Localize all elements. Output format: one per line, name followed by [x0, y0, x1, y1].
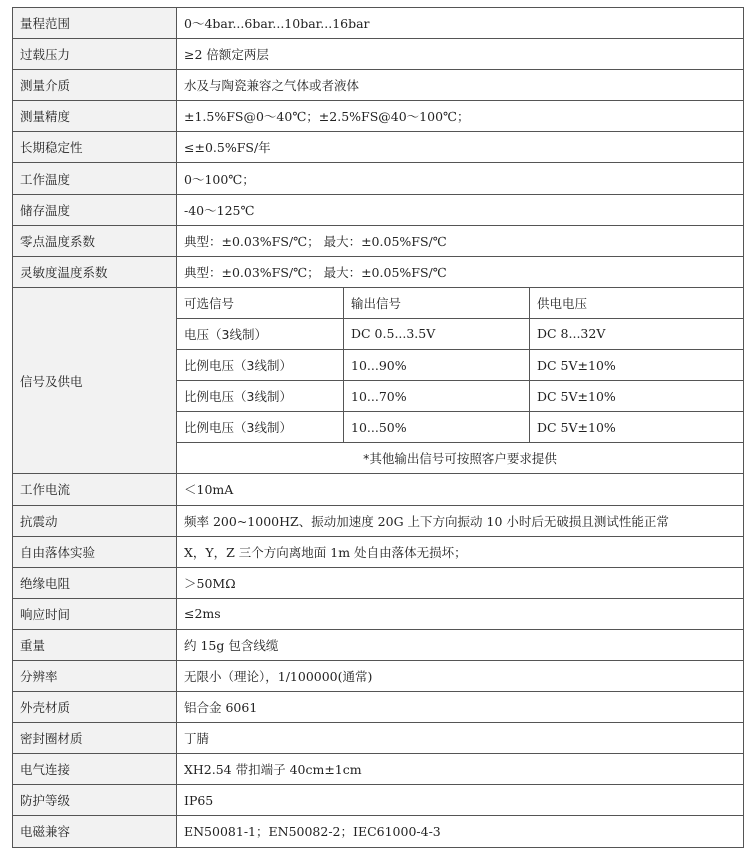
housing-label: 外壳材质	[13, 692, 177, 723]
current-value: ＜10mA	[177, 474, 744, 505]
seal-label: 密封圈材质	[13, 723, 177, 754]
sensitivity-temp-coeff-value: 典型：±0.03%FS/℃； 最大：±0.05%FS/℃	[177, 256, 744, 287]
drop-test-label: 自由落体实验	[13, 536, 177, 567]
vibration-label: 抗震动	[13, 505, 177, 536]
storage-temp-value: -40～125℃	[177, 194, 744, 225]
weight-label: 重量	[13, 629, 177, 660]
stability-label: 长期稳定性	[13, 132, 177, 163]
spec-row-emc	[13, 816, 744, 847]
protection-label: 防护等级	[13, 785, 177, 816]
response-time-label: 响应时间	[13, 598, 177, 629]
zero-temp-coeff-value: 典型：±0.03%FS/℃； 最大：±0.05%FS/℃	[177, 225, 744, 256]
spec-table	[12, 7, 744, 848]
electrical-connection-value: XH2.54 带扣端子 40cm±1cm	[177, 754, 744, 785]
spec-row-accuracy	[13, 101, 744, 132]
spec-row-operating-temp	[13, 163, 744, 194]
spec-row-response-time	[13, 598, 744, 629]
spec-row-stability	[13, 132, 744, 163]
signal-header-optional: 可选信号	[177, 287, 344, 318]
drop-test-value: X，Y，Z 三个方向离地面 1m 处自由落体无损坏；	[177, 536, 744, 567]
response-time-value: ≤2ms	[177, 598, 744, 629]
vibration-value: 频率 200~1000HZ、振动加速度 20G 上下方向振动 10 小时后无破损且测试性能正常	[177, 505, 744, 536]
overload-label: 过载压力	[13, 39, 177, 70]
spec-row-zero-temp-coeff	[13, 225, 744, 256]
spec-row-current	[13, 474, 744, 505]
storage-temp-label: 储存温度	[13, 194, 177, 225]
signal-option: 比例电压（3线制）	[177, 350, 344, 381]
spec-row-housing	[13, 692, 744, 723]
spec-row-weight	[13, 629, 744, 660]
spec-row-sensitivity-temp-coeff	[13, 256, 744, 287]
signal-option: 比例电压（3线制）	[177, 412, 344, 443]
seal-value: 丁腈	[177, 723, 744, 754]
signal-label: 信号及供电	[13, 287, 177, 474]
spec-row-medium	[13, 70, 744, 101]
accuracy-value: ±1.5%FS@0～40℃；±2.5%FS@40～100℃；	[177, 101, 744, 132]
signal-header-output: 输出信号	[344, 287, 530, 318]
electrical-connection-label: 电气连接	[13, 754, 177, 785]
signal-supply: DC 5V±10%	[530, 412, 744, 443]
spec-row-drop-test	[13, 536, 744, 567]
signal-output: DC 0.5...3.5V	[344, 318, 530, 349]
stability-value: ≤±0.5%FS/年	[177, 132, 744, 163]
signal-header-row	[13, 287, 744, 318]
protection-value: IP65	[177, 785, 744, 816]
signal-option: 比例电压（3线制）	[177, 381, 344, 412]
signal-output: 10...50%	[344, 412, 530, 443]
spec-row-vibration	[13, 505, 744, 536]
insulation-value: ＞50MΩ	[177, 567, 744, 598]
emc-value: EN50081-1；EN50082-2；IEC61000-4-3	[177, 816, 744, 847]
operating-temp-label: 工作温度	[13, 163, 177, 194]
housing-value: 铝合金 6061	[177, 692, 744, 723]
accuracy-label: 测量精度	[13, 101, 177, 132]
signal-note: *其他输出信号可按照客户要求提供	[177, 443, 744, 474]
spec-row-protection	[13, 785, 744, 816]
medium-label: 测量介质	[13, 70, 177, 101]
sensitivity-temp-coeff-label: 灵敏度温度系数	[13, 256, 177, 287]
current-label: 工作电流	[13, 474, 177, 505]
resolution-label: 分辨率	[13, 660, 177, 691]
resolution-value: 无限小（理论），1/100000(通常)	[177, 660, 744, 691]
signal-supply: DC 8...32V	[530, 318, 744, 349]
signal-option: 电压（3线制）	[177, 318, 344, 349]
spec-row-insulation	[13, 567, 744, 598]
signal-supply: DC 5V±10%	[530, 381, 744, 412]
medium-value: 水及与陶瓷兼容之气体或者液体	[177, 70, 744, 101]
spec-row-resolution	[13, 660, 744, 691]
signal-header-supply: 供电电压	[530, 287, 744, 318]
operating-temp-value: 0～100℃；	[177, 163, 744, 194]
spec-row-electrical-connection	[13, 754, 744, 785]
insulation-label: 绝缘电阻	[13, 567, 177, 598]
range-label: 量程范围	[13, 8, 177, 39]
overload-value: ≥2 倍额定两层	[177, 39, 744, 70]
weight-value: 约 15g 包含线缆	[177, 629, 744, 660]
emc-label: 电磁兼容	[13, 816, 177, 847]
signal-output: 10...70%	[344, 381, 530, 412]
zero-temp-coeff-label: 零点温度系数	[13, 225, 177, 256]
spec-row-overload	[13, 39, 744, 70]
signal-output: 10...90%	[344, 350, 530, 381]
spec-row-range	[13, 8, 744, 39]
spec-row-storage-temp	[13, 194, 744, 225]
spec-row-seal	[13, 723, 744, 754]
signal-supply: DC 5V±10%	[530, 350, 744, 381]
range-value: 0～4bar...6bar...10bar...16bar	[177, 8, 744, 39]
